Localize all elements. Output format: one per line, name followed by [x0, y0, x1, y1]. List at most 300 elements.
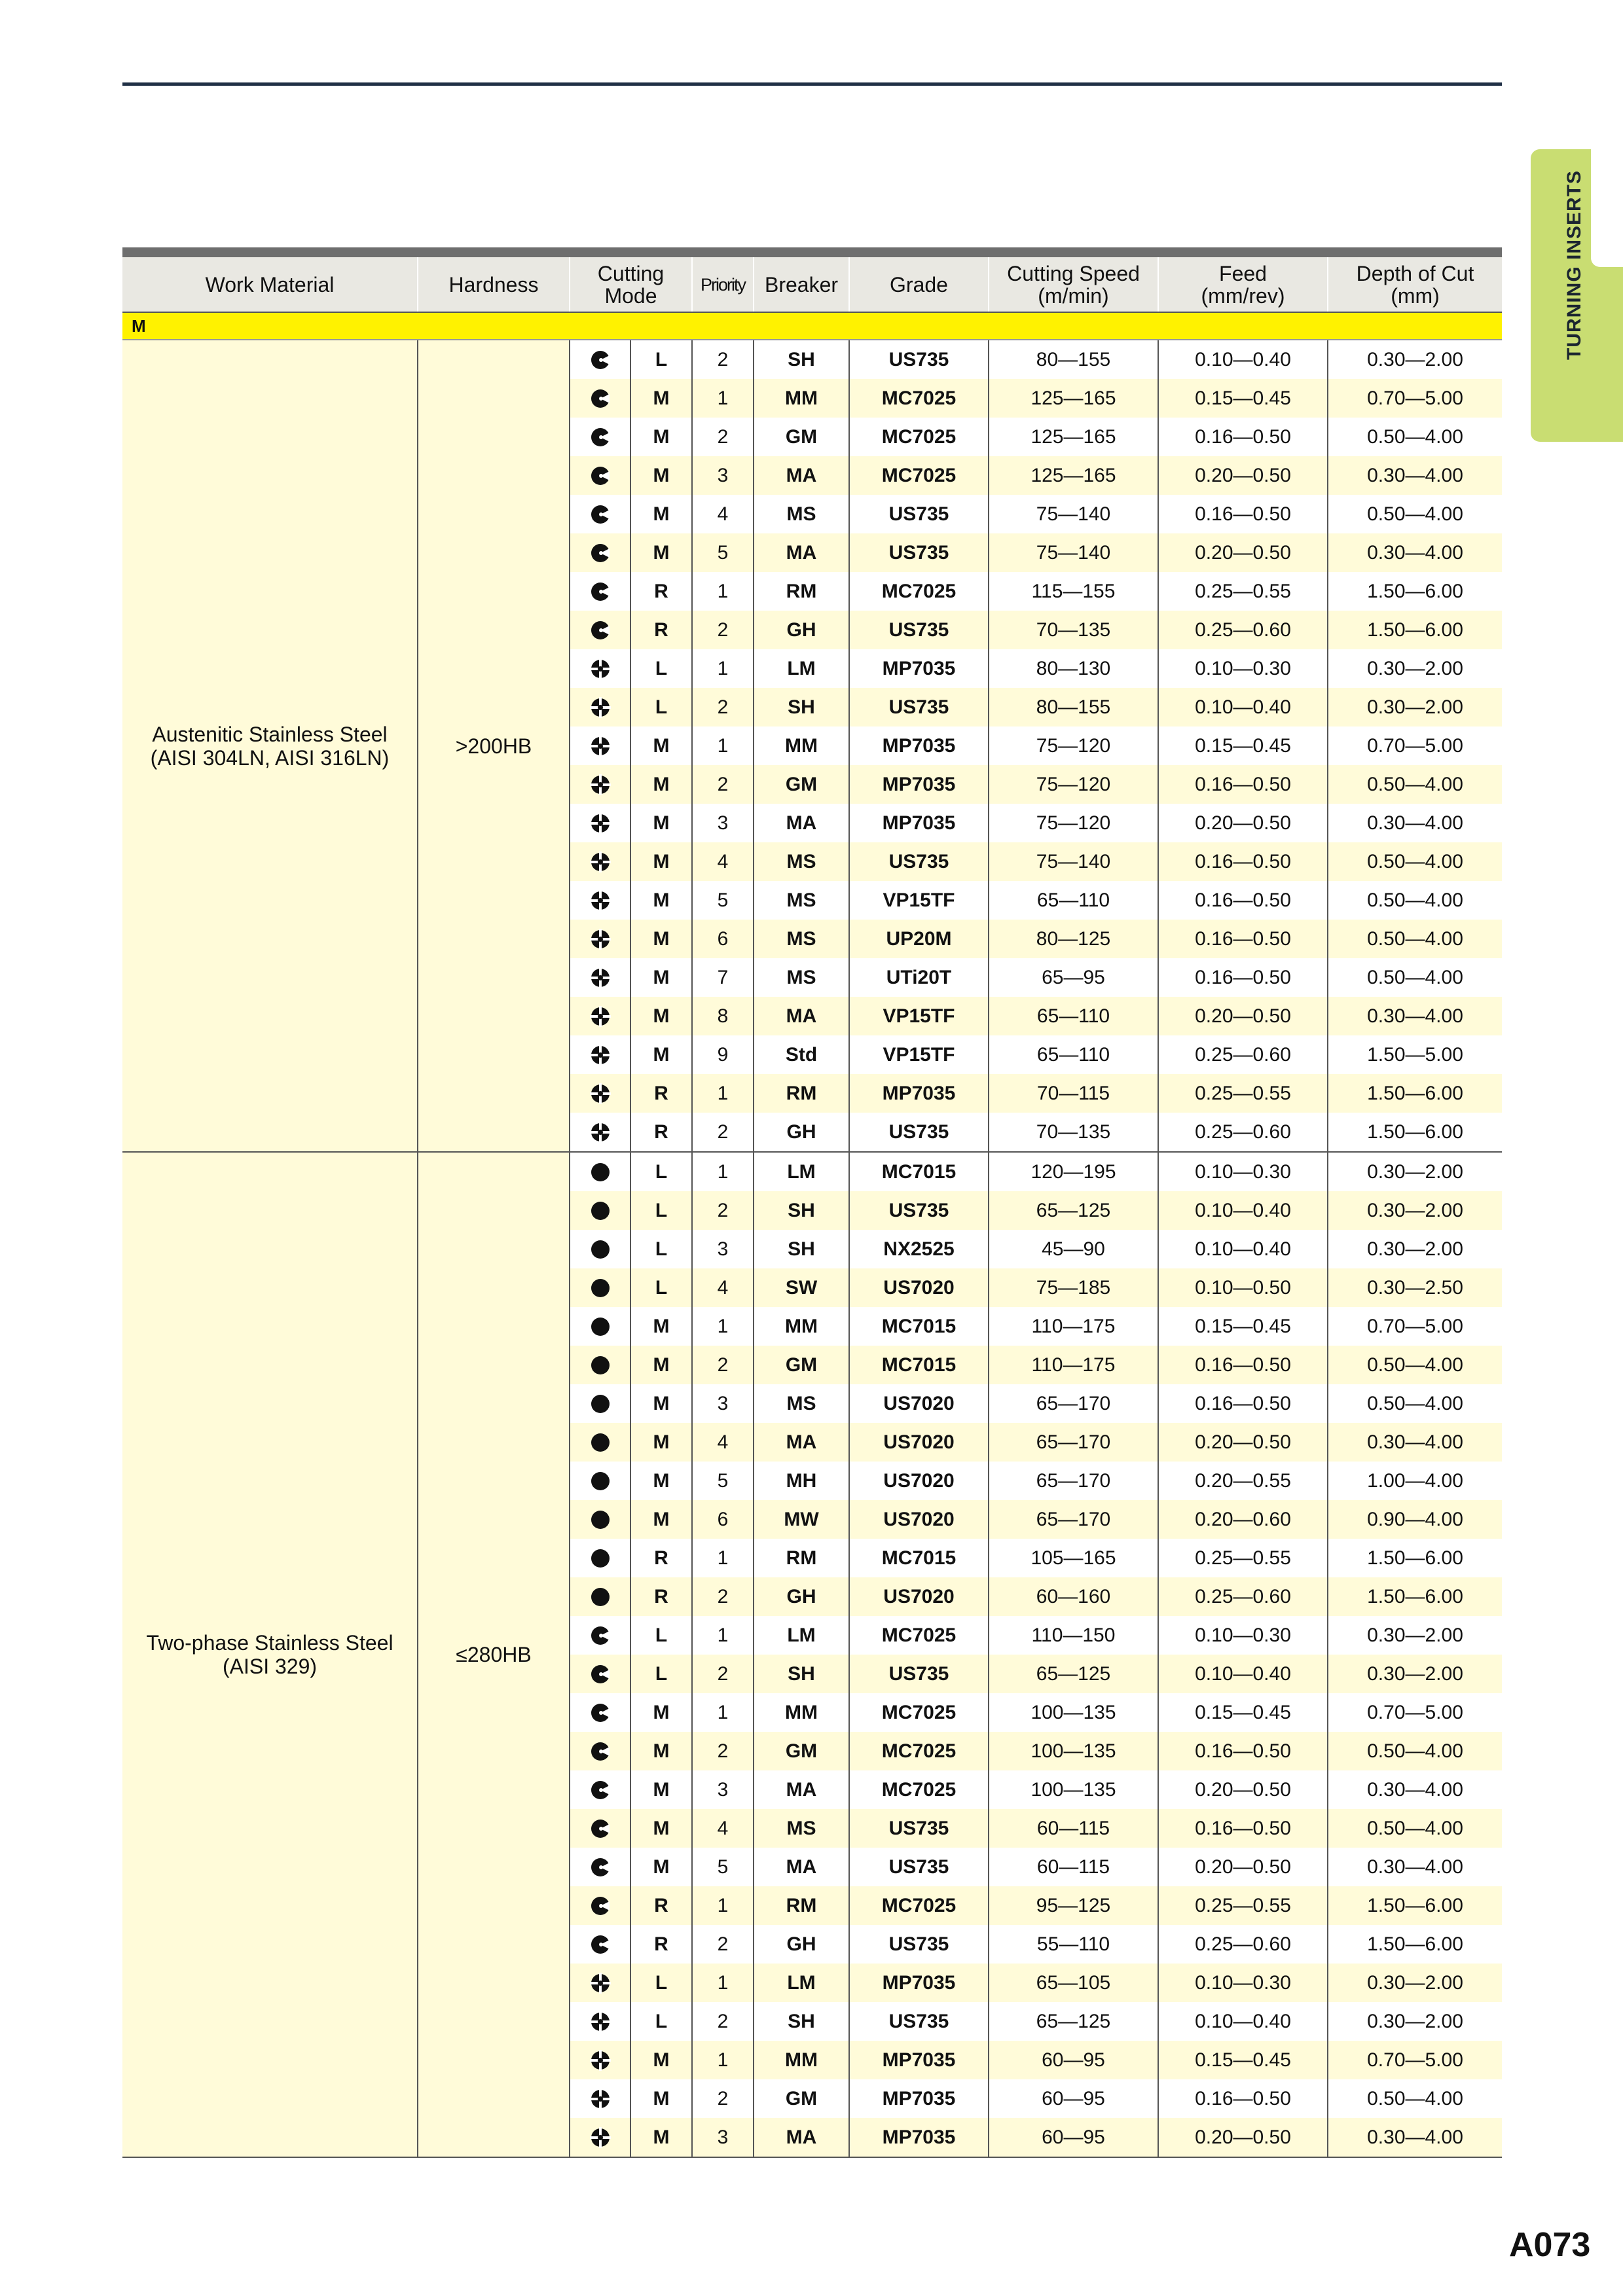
cutting-speed-cell: 75—140 [989, 842, 1159, 881]
cutting-mode-cell: M [631, 842, 693, 881]
feed-cell: 0.16—0.50 [1159, 958, 1328, 997]
table-row [570, 1191, 1502, 1230]
cutting-mode-cell: M [631, 726, 693, 765]
breaker-cell: GM [754, 2079, 850, 2118]
grade-cell: US735 [850, 1809, 989, 1848]
priority-cell: 4 [693, 1268, 754, 1307]
table-row [570, 997, 1502, 1035]
continuous-cut-icon [590, 1471, 611, 1492]
depth-of-cut-cell: 1.50—6.00 [1367, 1121, 1463, 1143]
continuous-cut-icon [590, 1393, 611, 1414]
cutting-mode-cell: M [631, 1732, 693, 1770]
depth-of-cut-cell: 1.50—6.00 [1367, 1933, 1463, 1955]
priority-cell: 1 [693, 2041, 754, 2079]
feed-cell: 0.20—0.50 [1159, 2118, 1328, 2157]
feed-cell: 0.16—0.50 [1159, 2079, 1328, 2118]
cutting-condition-cell [570, 765, 631, 804]
cutting-condition-cell [570, 340, 631, 379]
table-row [570, 1577, 1502, 1616]
depth-of-cut-cell: 0.50—4.00 [1367, 425, 1463, 448]
depth-of-cut-cell: 0.90—4.00 [1367, 1508, 1463, 1530]
interrupted-cut-icon [590, 1780, 611, 1801]
feed-cell: 0.16—0.50 [1159, 1732, 1328, 1770]
breaker-cell: MS [754, 958, 850, 997]
interrupted-cut-icon [590, 581, 611, 602]
continuous-cut-icon [590, 1587, 611, 1607]
interrupted-cut-icon [590, 1857, 611, 1878]
feed-cell: 0.16—0.50 [1159, 1809, 1328, 1848]
section-bar: M [122, 313, 1502, 340]
feed-cell: 0.20—0.50 [1159, 1770, 1328, 1809]
cutting-condition-cell [570, 958, 631, 997]
depth-of-cut-cell: 0.70—5.00 [1367, 2049, 1463, 2071]
grade-cell: MC7015 [850, 1346, 989, 1384]
cutting-condition-cell [570, 1191, 631, 1230]
table-row [570, 418, 1502, 456]
cutting-mode-cell: L [631, 1616, 693, 1655]
feed-cell: 0.16—0.50 [1159, 418, 1328, 456]
cutting-condition-cell [570, 1848, 631, 1886]
table-row [570, 1346, 1502, 1384]
table-row [570, 2002, 1502, 2041]
cutting-mode-cell: R [631, 572, 693, 611]
heavy-interrupted-cut-icon [590, 1083, 611, 1104]
breaker-cell: GM [754, 418, 850, 456]
feed-cell: 0.10—0.40 [1159, 1655, 1328, 1693]
cutting-condition-cell [570, 804, 631, 842]
cutting-speed-cell: 75—120 [989, 726, 1159, 765]
breaker-cell: MM [754, 726, 850, 765]
depth-of-cut-cell: 0.30—4.00 [1367, 541, 1463, 564]
hardness-cell: >200HB [418, 340, 570, 1151]
condition-rows [570, 1153, 1502, 2157]
priority-cell: 5 [693, 1462, 754, 1500]
heavy-interrupted-cut-icon [590, 813, 611, 834]
feed-cell: 0.10—0.40 [1159, 1230, 1328, 1268]
interrupted-cut-icon [590, 1934, 611, 1955]
cutting-mode-cell: L [631, 1230, 693, 1268]
depth-of-cut-cell: 0.50—4.00 [1367, 773, 1463, 795]
depth-of-cut-cell: 0.30—4.00 [1367, 464, 1463, 486]
feed-cell: 0.10—0.40 [1159, 1191, 1328, 1230]
breaker-cell: MH [754, 1462, 850, 1500]
cutting-mode-cell: M [631, 920, 693, 958]
feed-cell: 0.25—0.60 [1159, 1577, 1328, 1616]
work-material-cell [122, 1153, 418, 2157]
header-depth-of-cut [1328, 257, 1502, 312]
cutting-condition-cell [570, 881, 631, 920]
continuous-cut-icon [590, 1355, 611, 1376]
cutting-speed-cell: 65—170 [989, 1500, 1159, 1539]
grade-cell: US7020 [850, 1462, 989, 1500]
cutting-condition-cell [570, 1035, 631, 1074]
breaker-cell: LM [754, 1964, 850, 2002]
cutting-mode-cell: R [631, 1113, 693, 1151]
depth-of-cut-cell: 0.50—4.00 [1367, 1354, 1463, 1376]
cutting-mode-cell: M [631, 379, 693, 418]
table-row [570, 804, 1502, 842]
cutting-mode-cell: L [631, 2002, 693, 2041]
table-row [570, 1770, 1502, 1809]
cutting-mode-cell: L [631, 1964, 693, 2002]
feed-cell: 0.25—0.60 [1159, 1925, 1328, 1964]
grade-cell: MC7025 [850, 1770, 989, 1809]
feed-cell: 0.10—0.40 [1159, 688, 1328, 726]
breaker-cell: MM [754, 1693, 850, 1732]
grade-cell: MC7025 [850, 418, 989, 456]
grade-cell: US735 [850, 1655, 989, 1693]
grade-cell: MC7025 [850, 379, 989, 418]
table-row [570, 1035, 1502, 1074]
cutting-mode-cell: M [631, 1809, 693, 1848]
cutting-speed-cell: 60—95 [989, 2079, 1159, 2118]
grade-cell: US7020 [850, 1384, 989, 1423]
cutting-mode-cell: R [631, 1886, 693, 1925]
grade-cell: US735 [850, 1925, 989, 1964]
table-row [570, 2041, 1502, 2079]
table-row [570, 495, 1502, 533]
table-row [570, 1925, 1502, 1964]
table-row [570, 1307, 1502, 1346]
cutting-condition-cell [570, 1113, 631, 1151]
grade-cell: MC7025 [850, 456, 989, 495]
breaker-cell: GH [754, 1113, 850, 1151]
breaker-cell: LM [754, 649, 850, 688]
interrupted-cut-icon [590, 350, 611, 370]
grade-cell: MC7015 [850, 1307, 989, 1346]
depth-of-cut-cell: 0.30—2.00 [1367, 657, 1463, 679]
breaker-cell: SH [754, 1230, 850, 1268]
depth-of-cut-cell: 0.30—2.00 [1367, 348, 1463, 370]
depth-of-cut-cell: 0.30—4.00 [1367, 1005, 1463, 1027]
continuous-cut-icon [590, 1200, 611, 1221]
table-row [570, 1462, 1502, 1500]
heavy-interrupted-cut-icon [590, 1045, 611, 1066]
interrupted-cut-icon [590, 1702, 611, 1723]
table-row [570, 572, 1502, 611]
depth-of-cut-cell: 0.50—4.00 [1367, 927, 1463, 950]
feed-cell: 0.25—0.60 [1159, 1035, 1328, 1074]
cutting-mode-cell: M [631, 2079, 693, 2118]
cutting-speed-cell: 125—165 [989, 456, 1159, 495]
feed-cell: 0.20—0.50 [1159, 1423, 1328, 1462]
cutting-speed-cell: 65—110 [989, 881, 1159, 920]
table-row [570, 1074, 1502, 1113]
heavy-interrupted-cut-icon [590, 658, 611, 679]
priority-cell: 1 [693, 572, 754, 611]
priority-cell: 1 [693, 1693, 754, 1732]
depth-of-cut-cell: 0.50—4.00 [1367, 2087, 1463, 2109]
continuous-cut-icon [590, 1548, 611, 1569]
continuous-cut-icon [590, 1316, 611, 1337]
priority-cell: 5 [693, 1848, 754, 1886]
priority-cell: 3 [693, 804, 754, 842]
cutting-speed-cell: 65—170 [989, 1384, 1159, 1423]
cutting-speed-cell: 60—160 [989, 1577, 1159, 1616]
table-row [570, 920, 1502, 958]
cutting-speed-cell: 65—95 [989, 958, 1159, 997]
priority-cell: 3 [693, 1230, 754, 1268]
cutting-condition-cell [570, 1500, 631, 1539]
cutting-mode-cell: M [631, 533, 693, 572]
cutting-condition-cell [570, 418, 631, 456]
breaker-cell: MA [754, 456, 850, 495]
depth-of-cut-cell: 0.50—4.00 [1367, 1392, 1463, 1414]
table-row [570, 1732, 1502, 1770]
depth-of-cut-cell: 0.30—2.00 [1367, 696, 1463, 718]
cutting-mode-cell: M [631, 456, 693, 495]
grade-cell: US735 [850, 533, 989, 572]
cutting-speed-cell: 75—185 [989, 1268, 1159, 1307]
cutting-condition-cell [570, 1539, 631, 1577]
breaker-cell: GH [754, 611, 850, 649]
cutting-mode-cell: M [631, 765, 693, 804]
cutting-condition-cell [570, 1964, 631, 2002]
breaker-cell: GH [754, 1925, 850, 1964]
header-feed-text: Feed (mm/rev) [1201, 261, 1285, 308]
header-priority: Priority [693, 257, 754, 312]
table-body [122, 340, 1502, 2158]
grade-cell: MP7035 [850, 726, 989, 765]
breaker-cell: MW [754, 1500, 850, 1539]
depth-of-cut-cell: 0.30—4.00 [1367, 2126, 1463, 2148]
cutting-speed-cell: 80—155 [989, 688, 1159, 726]
depth-of-cut-cell: 0.50—4.00 [1367, 1817, 1463, 1839]
grade-cell: MP7035 [850, 804, 989, 842]
breaker-cell: MA [754, 997, 850, 1035]
grade-cell: MP7035 [850, 1074, 989, 1113]
interrupted-cut-icon [590, 465, 611, 486]
priority-cell: 3 [693, 456, 754, 495]
table-row [570, 842, 1502, 881]
heavy-interrupted-cut-icon [590, 2127, 611, 2148]
cutting-condition-cell [570, 1925, 631, 1964]
table-row [570, 2118, 1502, 2157]
breaker-cell: LM [754, 1616, 850, 1655]
cutting-mode-cell: R [631, 611, 693, 649]
feed-cell: 0.10—0.30 [1159, 1153, 1328, 1191]
priority-cell: 2 [693, 688, 754, 726]
cutting-mode-cell: M [631, 1848, 693, 1886]
cutting-condition-cell [570, 1462, 631, 1500]
priority-cell: 3 [693, 1384, 754, 1423]
cutting-speed-cell: 65—125 [989, 2002, 1159, 2041]
feed-cell: 0.10—0.40 [1159, 2002, 1328, 2041]
cutting-condition-cell [570, 1268, 631, 1307]
cutting-condition-cell [570, 379, 631, 418]
cutting-speed-cell: 60—95 [989, 2118, 1159, 2157]
feed-cell: 0.16—0.50 [1159, 920, 1328, 958]
cutting-condition-cell [570, 1307, 631, 1346]
feed-cell: 0.25—0.60 [1159, 611, 1328, 649]
page-number: A073 [1509, 2226, 1591, 2264]
cutting-mode-cell: M [631, 1693, 693, 1732]
cutting-speed-cell: 65—170 [989, 1423, 1159, 1462]
breaker-cell: SH [754, 1191, 850, 1230]
continuous-cut-icon [590, 1432, 611, 1453]
grade-cell: UP20M [850, 920, 989, 958]
breaker-cell: SH [754, 340, 850, 379]
priority-cell: 4 [693, 1423, 754, 1462]
cutting-mode-cell: L [631, 649, 693, 688]
grade-cell: US735 [850, 1191, 989, 1230]
cutting-speed-cell: 70—135 [989, 1113, 1159, 1151]
feed-cell: 0.15—0.45 [1159, 726, 1328, 765]
depth-of-cut-cell: 1.50—6.00 [1367, 1547, 1463, 1569]
priority-cell: 1 [693, 1886, 754, 1925]
table-row [570, 456, 1502, 495]
priority-cell: 5 [693, 533, 754, 572]
cutting-condition-cell [570, 1153, 631, 1191]
cutting-mode-cell: M [631, 1500, 693, 1539]
cutting-mode-cell: M [631, 1770, 693, 1809]
cutting-condition-cell [570, 1655, 631, 1693]
table-row [570, 1655, 1502, 1693]
grade-cell: MP7035 [850, 1964, 989, 2002]
breaker-cell: GM [754, 1732, 850, 1770]
heavy-interrupted-cut-icon [590, 697, 611, 718]
feed-cell: 0.15—0.45 [1159, 1307, 1328, 1346]
priority-cell: 2 [693, 1732, 754, 1770]
cutting-condition-cell [570, 572, 631, 611]
cutting-condition-cell [570, 2041, 631, 2079]
depth-of-cut-cell: 1.50—5.00 [1367, 1043, 1463, 1066]
cutting-speed-cell: 65—125 [989, 1191, 1159, 1230]
cutting-speed-cell: 80—125 [989, 920, 1159, 958]
heavy-interrupted-cut-icon [590, 967, 611, 988]
depth-of-cut-cell: 0.70—5.00 [1367, 387, 1463, 409]
cutting-mode-cell: M [631, 1035, 693, 1074]
depth-of-cut-cell: 1.00—4.00 [1367, 1469, 1463, 1492]
breaker-cell: LM [754, 1153, 850, 1191]
cutting-mode-cell: R [631, 1577, 693, 1616]
table-row [570, 1230, 1502, 1268]
material-group [122, 1153, 1502, 2158]
interrupted-cut-icon [590, 1895, 611, 1916]
cutting-speed-cell: 55—110 [989, 1925, 1159, 1964]
material-group [122, 340, 1502, 1153]
table-header-row [122, 257, 1502, 313]
priority-cell: 9 [693, 1035, 754, 1074]
header-cutting-speed-text: Cutting Speed (m/min) [1007, 261, 1140, 308]
breaker-cell: SH [754, 688, 850, 726]
cutting-mode-cell: L [631, 1655, 693, 1693]
cutting-speed-cell: 65—105 [989, 1964, 1159, 2002]
breaker-cell: SW [754, 1268, 850, 1307]
priority-cell: 2 [693, 340, 754, 379]
breaker-cell: MA [754, 1848, 850, 1886]
continuous-cut-icon [590, 1162, 611, 1183]
section-tab-notch [1591, 149, 1623, 267]
heavy-interrupted-cut-icon [590, 1122, 611, 1143]
cutting-speed-cell: 110—175 [989, 1307, 1159, 1346]
cutting-condition-cell [570, 2002, 631, 2041]
section-tab-label: TURNING INSERTS [1563, 170, 1585, 360]
depth-of-cut-cell: 0.30—2.00 [1367, 1238, 1463, 1260]
table-row [570, 1964, 1502, 2002]
depth-of-cut-cell: 0.70—5.00 [1367, 1701, 1463, 1723]
breaker-cell: MA [754, 1423, 850, 1462]
header-breaker: Breaker [754, 257, 850, 312]
cutting-mode-cell: M [631, 1346, 693, 1384]
depth-of-cut-cell: 0.70—5.00 [1367, 1315, 1463, 1337]
table-top-bar [122, 247, 1502, 257]
cutting-mode-cell: M [631, 418, 693, 456]
grade-cell: MC7025 [850, 1886, 989, 1925]
cutting-speed-cell: 80—130 [989, 649, 1159, 688]
cutting-condition-cell [570, 842, 631, 881]
heavy-interrupted-cut-icon [590, 736, 611, 757]
grade-cell: US735 [850, 495, 989, 533]
priority-cell: 2 [693, 1925, 754, 1964]
breaker-cell: MS [754, 1809, 850, 1848]
table-row [570, 1423, 1502, 1462]
priority-cell: 1 [693, 649, 754, 688]
depth-of-cut-cell: 0.50—4.00 [1367, 889, 1463, 911]
interrupted-cut-icon [590, 620, 611, 641]
interrupted-cut-icon [590, 1741, 611, 1762]
table-row [570, 1848, 1502, 1886]
grade-cell: US735 [850, 340, 989, 379]
cutting-condition-cell [570, 611, 631, 649]
table-row [570, 649, 1502, 688]
priority-cell: 4 [693, 842, 754, 881]
feed-cell: 0.16—0.50 [1159, 1346, 1328, 1384]
depth-of-cut-cell: 0.30—2.00 [1367, 1624, 1463, 1646]
header-work-material: Work Material [122, 257, 418, 312]
work-material-text: Two-phase Stainless Steel (AISI 329) [146, 1631, 393, 1678]
table-row [570, 881, 1502, 920]
feed-cell: 0.16—0.50 [1159, 495, 1328, 533]
grade-cell: US7020 [850, 1423, 989, 1462]
grade-cell: MP7035 [850, 2118, 989, 2157]
priority-cell: 2 [693, 1113, 754, 1151]
cutting-speed-cell: 45—90 [989, 1230, 1159, 1268]
feed-cell: 0.20—0.50 [1159, 456, 1328, 495]
table-row [570, 2079, 1502, 2118]
grade-cell: US735 [850, 2002, 989, 2041]
cutting-speed-cell: 115—155 [989, 572, 1159, 611]
priority-cell: 3 [693, 1770, 754, 1809]
cutting-mode-cell: M [631, 804, 693, 842]
table-row [570, 1616, 1502, 1655]
priority-cell: 8 [693, 997, 754, 1035]
interrupted-cut-icon [590, 504, 611, 525]
heavy-interrupted-cut-icon [590, 852, 611, 872]
priority-cell: 5 [693, 881, 754, 920]
cutting-speed-cell: 125—165 [989, 379, 1159, 418]
table-row [570, 1539, 1502, 1577]
depth-of-cut-cell: 0.30—4.00 [1367, 1431, 1463, 1453]
breaker-cell: MM [754, 1307, 850, 1346]
grade-cell: MP7035 [850, 2041, 989, 2079]
continuous-cut-icon [590, 1278, 611, 1299]
grade-cell: US735 [850, 842, 989, 881]
cutting-condition-cell [570, 2118, 631, 2157]
cutting-mode-cell: M [631, 1307, 693, 1346]
table-row [570, 1113, 1502, 1151]
grade-cell: NX2525 [850, 1230, 989, 1268]
table-row [570, 1693, 1502, 1732]
depth-of-cut-cell: 0.30—2.00 [1367, 1971, 1463, 1994]
interrupted-cut-icon [590, 1625, 611, 1646]
cutting-mode-cell: M [631, 1423, 693, 1462]
cutting-speed-cell: 65—170 [989, 1462, 1159, 1500]
breaker-cell: SH [754, 2002, 850, 2041]
priority-cell: 4 [693, 1809, 754, 1848]
priority-cell: 2 [693, 1655, 754, 1693]
breaker-cell: MS [754, 881, 850, 920]
